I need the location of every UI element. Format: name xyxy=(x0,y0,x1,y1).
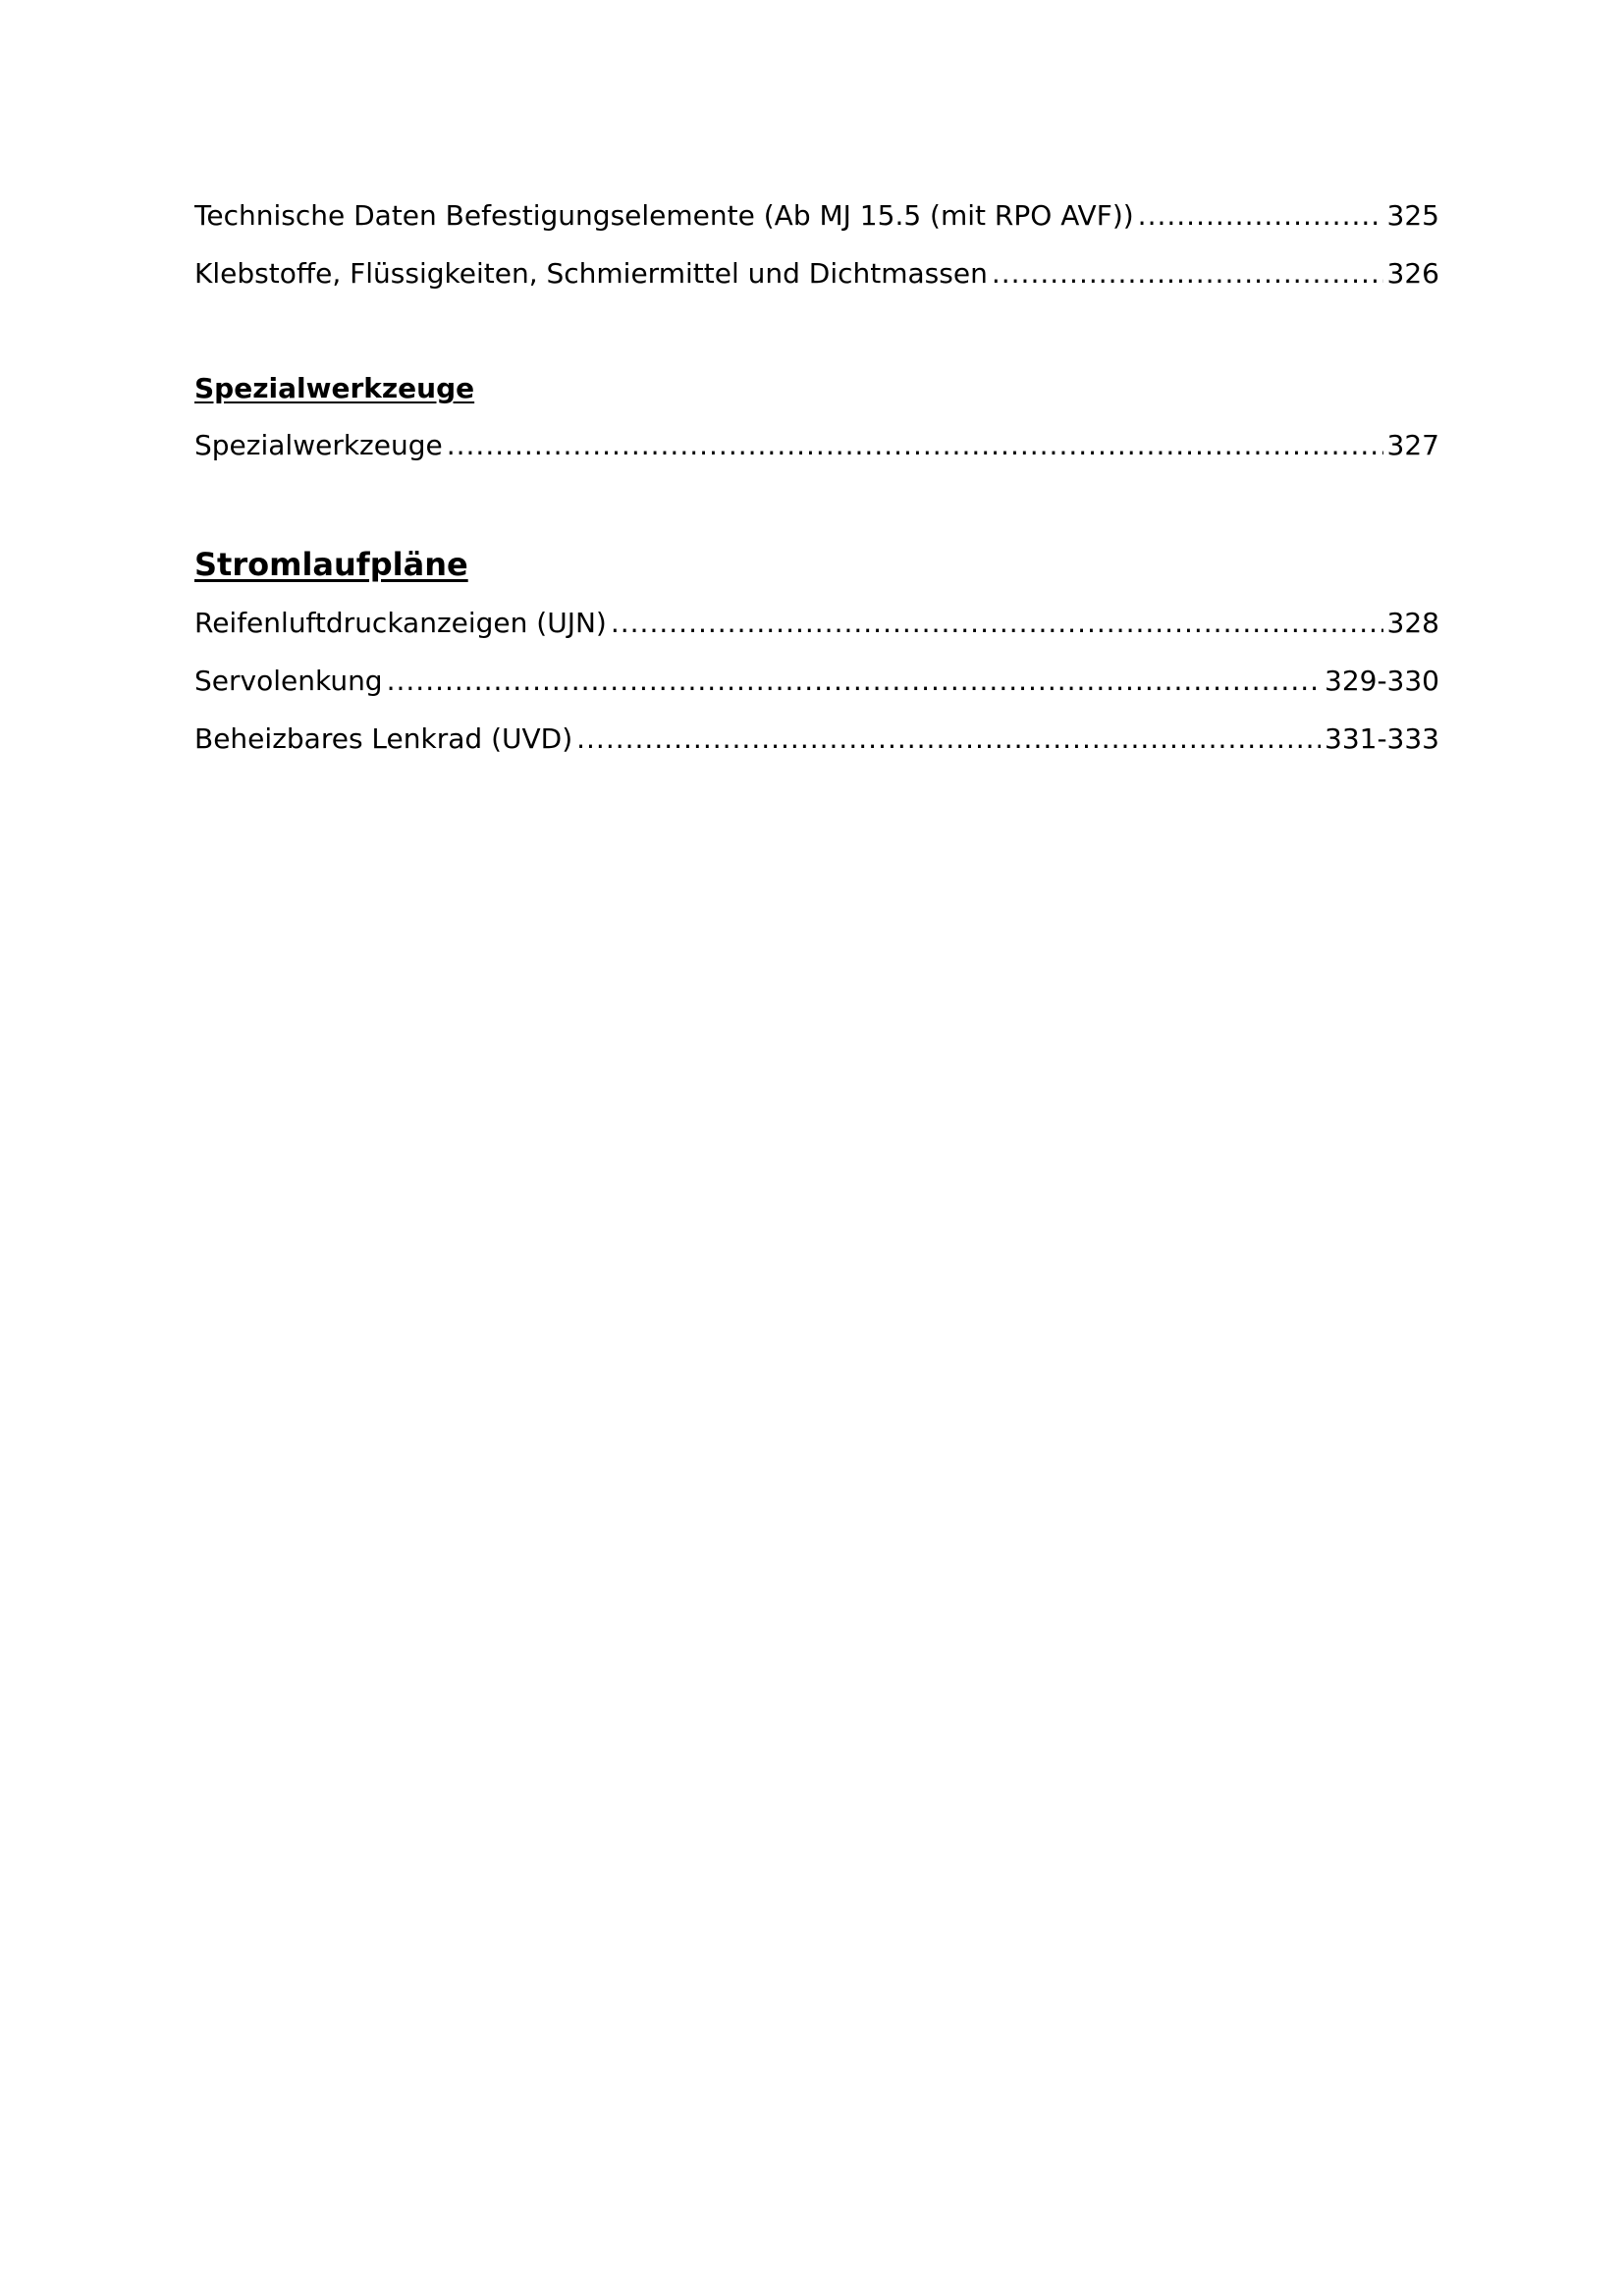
toc-entry-page: 326 xyxy=(1386,257,1439,290)
toc-entry-reifenluftdruck xyxy=(194,594,1439,652)
toc-entry-beheizbares-lenkrad xyxy=(194,710,1439,768)
toc-dot-leader xyxy=(576,710,1321,768)
toc-entry-title: Servolenkung xyxy=(194,665,383,697)
toc-dot-leader xyxy=(387,652,1321,710)
toc-entry-title: Beheizbares Lenkrad (UVD) xyxy=(194,722,573,755)
toc-entry-page: 327 xyxy=(1386,429,1439,461)
toc-dot-leader xyxy=(1138,187,1383,244)
toc-entry-page: 325 xyxy=(1386,199,1439,232)
toc-dot-leader xyxy=(992,244,1383,302)
toc-entry-page: 329-330 xyxy=(1325,665,1439,697)
toc-entry-klebstoffe xyxy=(194,244,1439,302)
toc-entry-title: Technische Daten Befestigungselemente (Ab MJ 15.5 (mit RPO AVF)) xyxy=(194,199,1134,232)
toc-entry-title: Spezialwerkzeuge xyxy=(194,429,443,461)
toc-entry-title: Reifenluftdruckanzeigen (UJN) xyxy=(194,607,607,639)
toc-dot-leader xyxy=(447,416,1383,474)
toc-entry-page: 328 xyxy=(1386,607,1439,639)
toc-dot-leader xyxy=(611,594,1383,652)
toc-entry-page: 331-333 xyxy=(1325,722,1439,755)
toc-entry-servolenkung xyxy=(194,652,1439,710)
table-of-contents xyxy=(194,187,1439,768)
toc-entry-spezialwerkzeuge xyxy=(194,416,1439,474)
section-heading-spezialwerkzeuge: Spezialwerkzeuge xyxy=(194,372,475,404)
toc-entry-technische-daten xyxy=(194,187,1439,244)
toc-entry-title: Klebstoffe, Flüssigkeiten, Schmiermittel und Dichtmassen xyxy=(194,257,988,290)
section-heading-stromlaufplaene: Stromlaufpläne xyxy=(194,546,468,583)
